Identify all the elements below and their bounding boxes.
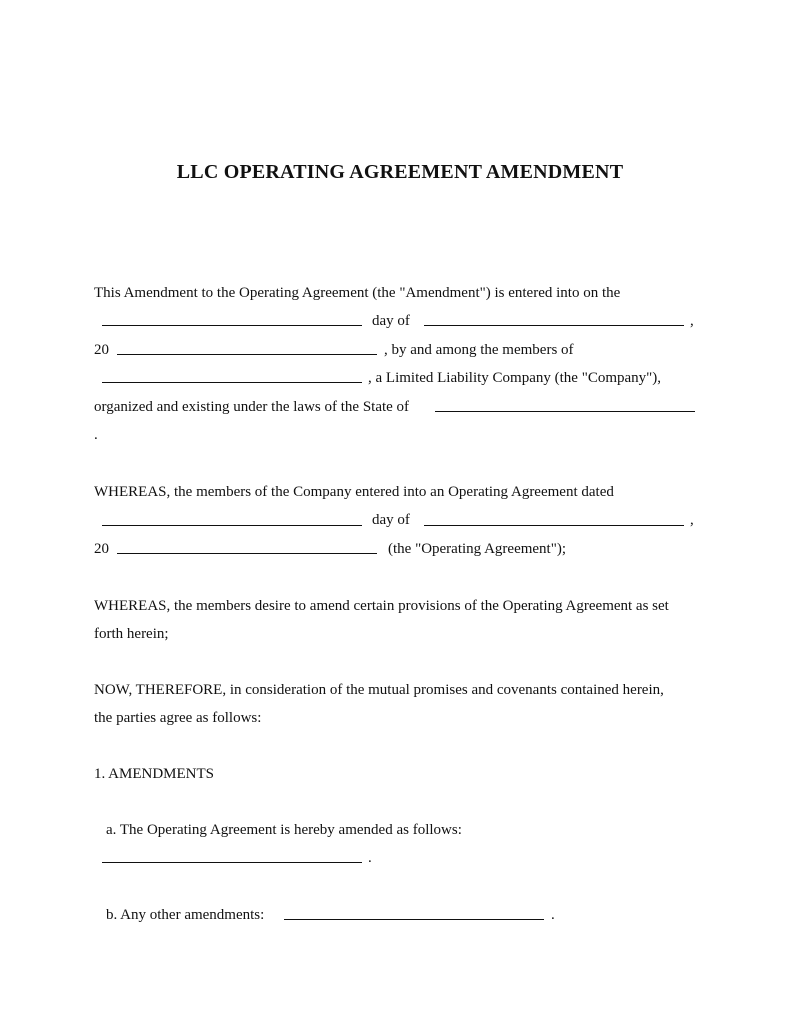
item-a-period: . — [368, 850, 372, 866]
intro-line-1: This Amendment to the Operating Agreement (the "Amendment") is entered into on the — [94, 285, 621, 301]
intro-year-blank[interactable] — [117, 354, 377, 355]
whereas1-line-1: WHEREAS, the members of the Company entered into an Operating Agreement dated — [94, 484, 614, 500]
whereas1-month-blank[interactable] — [424, 525, 684, 526]
intro-state-blank[interactable] — [435, 411, 695, 412]
item-a-amendment-blank[interactable] — [102, 862, 362, 863]
intro-day-blank[interactable] — [102, 325, 362, 326]
item-b-amendment-blank[interactable] — [284, 919, 544, 920]
intro-company-name-blank[interactable] — [102, 382, 362, 383]
therefore-line-1: NOW, THEREFORE, in consideration of the mutual promises and covenants contained herein, — [94, 682, 664, 698]
intro-organized: organized and existing under the laws of the State of — [94, 399, 410, 415]
intro-comma: , — [690, 313, 694, 329]
whereas1-suffix: (the "Operating Agreement"); — [388, 541, 567, 557]
section1-item-b: b. Any other amendments: — [106, 907, 265, 923]
document-title: LLC OPERATING AGREEMENT AMENDMENT — [176, 161, 624, 183]
item-b-period: . — [551, 907, 555, 923]
section1-item-a: a. The Operating Agreement is hereby amended as follows: — [106, 822, 462, 838]
whereas1-comma: , — [690, 512, 694, 528]
whereas1-day-of: day of — [372, 512, 410, 528]
intro-by-and-among: , by and among the members of — [384, 342, 574, 358]
whereas1-year-blank[interactable] — [117, 553, 377, 554]
whereas1-year-prefix: 20 — [94, 541, 109, 557]
section1-heading: 1. AMENDMENTS — [94, 766, 215, 782]
whereas1-day-blank[interactable] — [102, 525, 362, 526]
whereas2-line-1: WHEREAS, the members desire to amend certain provisions of the Operating Agreement as set — [94, 598, 669, 614]
intro-llc-phrase: , a Limited Liability Company (the "Company"), — [368, 370, 662, 386]
intro-year-prefix: 20 — [94, 342, 109, 358]
therefore-line-2: the parties agree as follows: — [94, 710, 262, 726]
intro-day-of: day of — [372, 313, 410, 329]
intro-month-blank[interactable] — [424, 325, 684, 326]
whereas2-line-2: forth herein; — [94, 626, 169, 642]
intro-period: . — [94, 427, 98, 443]
